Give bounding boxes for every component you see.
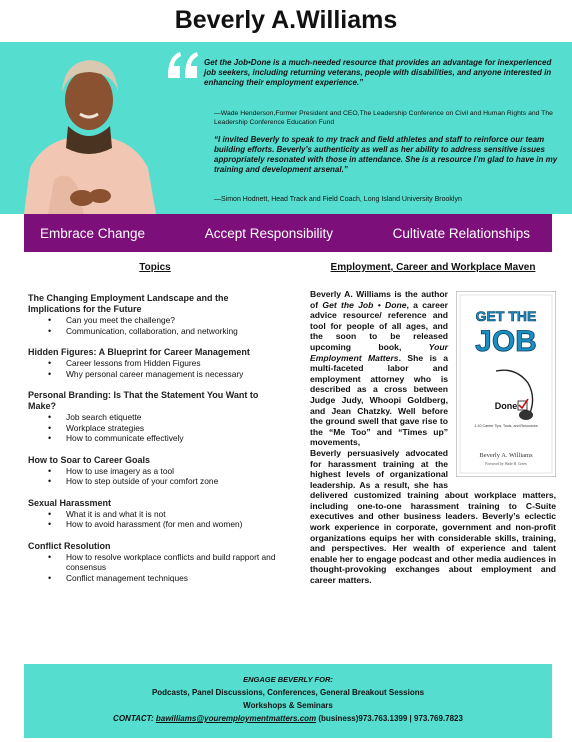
topic-section xyxy=(28,293,282,336)
footer-contact xyxy=(24,712,552,725)
topic-bullet: • Job search etiquette xyxy=(28,412,282,423)
bio-paragraph-2: Beverly persuasively advocated for harassment training at the highest levels of organizational leadership. As a result, she has delivered customized training about workplace matters, including one-to-one harassment training to C-Suite executives and other business leaders. Beverly’s eclectic work experience in corporate, government and non-profit organizations equips her with considerable skills, training, and perspectives. Her wealth of experience and talent enable her to engage podcast and other media audiences in thought-provoking exchanges about employment and career matters. xyxy=(310,447,556,586)
topic-section xyxy=(28,347,282,379)
topic-title: The Changing Employment Landscape and the Implications for the Future xyxy=(28,293,229,314)
book-subtitle: 1-10 Career Tips, Tools, and Resources xyxy=(474,424,538,428)
banner-item-embrace-change: Embrace Change xyxy=(40,225,146,241)
topic-bullet: • What it is and what it is not xyxy=(28,509,282,520)
topic-section xyxy=(28,455,282,487)
topic-section xyxy=(28,498,282,530)
book-cover xyxy=(456,291,556,477)
book-title: Get the Job • Done xyxy=(322,299,407,310)
topic-bullet: • Workplace strategies xyxy=(28,423,282,434)
book-title: Your Employment Matters xyxy=(310,341,448,363)
banner-item-cultivate-relationships: Cultivate Relationships xyxy=(392,225,530,241)
topic-bullet: • Career lessons from Hidden Figures xyxy=(28,358,282,369)
topic-bullet: • Communication, collaboration, and networking xyxy=(28,326,282,337)
book-title-mid: JOB xyxy=(475,325,537,358)
page-title: Beverly A.Williams xyxy=(174,6,398,34)
footer-band xyxy=(24,664,552,738)
book-author: Beverly A. Williams xyxy=(479,452,533,459)
testimonial-attribution-2: —Simon Hodnett, Head Track and Field Coach, Long Island University Brooklyn xyxy=(214,196,462,203)
footer-engage-heading: ENGAGE BEVERLY FOR: xyxy=(243,675,333,684)
bio-column xyxy=(310,262,556,586)
testimonial-attribution-1: —Wade Henderson,Former President and CEO,The Leadership Conference on Civil and Human Rights and The Leadership Conference Education Fund xyxy=(214,110,553,126)
bio-heading: Employment, Career and Workplace Maven xyxy=(330,262,536,273)
topic-title: Hidden Figures: A Blueprint for Career Management xyxy=(28,347,250,357)
topic-title: Sexual Harassment xyxy=(28,497,112,508)
book-title-top: GET THE xyxy=(475,308,537,324)
bio-text: . She is a multi-faceted labor and employment attorney who is described as a cross between Judge Judy, Whoopi Goldberg, and Jean Chatzky. Well before the ground swell that gave rise to the “Me Too” and “Times up” movements, xyxy=(310,352,448,448)
title-bar xyxy=(0,0,572,42)
contact-label: CONTACT: xyxy=(113,714,156,723)
topics-column xyxy=(28,262,282,594)
testimonial-quote-2: “I invited Beverly to speak to my track and field athletes and staff to reinforce our team building efforts. Beverly’s authenticity as well as her ability to address sensitive issues appropriately resonated with those in attendance. She is a resource I’m glad to have in my training and development arsenal.” xyxy=(214,135,558,174)
topic-bullet: • How to step outside of your comfort zone xyxy=(28,476,282,487)
footer-services: Podcasts, Panel Discussions, Conferences, General Breakout Sessions xyxy=(151,688,425,697)
topic-section xyxy=(28,390,282,444)
topic-bullet: • Can you meet the challenge? xyxy=(28,315,282,326)
topic-bullet: • How to resolve workplace conflicts and build rapport and consensus xyxy=(28,552,282,573)
book-foreword: Foreword by Wade H. Green xyxy=(485,462,527,466)
topic-bullet: • How to avoid harassment (for men and women) xyxy=(28,519,282,530)
book-done: Done xyxy=(494,401,518,411)
portrait-photo xyxy=(18,48,160,214)
topic-bullet: • How to communicate effectively xyxy=(28,433,282,444)
topic-bullet: • Conflict management techniques xyxy=(28,573,282,584)
topic-bullet: • Why personal career management is necessary xyxy=(28,369,282,380)
quote-icon xyxy=(166,50,200,80)
topic-title: How to Soar to Career Goals xyxy=(28,454,151,465)
testimonial-quote-1: Get the Job•Done is a much-needed resource that provides an advantage for inexperienced job seekers, including returning veterans, people with disabilities, and anyone interested in enhancing their employment experience.” xyxy=(204,58,552,87)
topic-bullet: • How to use imagery as a tool xyxy=(28,466,282,477)
bio-text: , a career advice resource/ reference and tool for people of all ages, and the soon to be released upcoming book, xyxy=(310,299,449,352)
contact-email-link[interactable]: bawilliams@youremploymentmatters.com xyxy=(155,714,317,723)
footer-workshops: Workshops & Seminars xyxy=(243,701,333,710)
banner-item-accept-responsibility: Accept Responsibility xyxy=(204,225,334,241)
topic-title: Conflict Resolution xyxy=(28,540,111,551)
bio-text: Beverly A. Williams is the author of xyxy=(310,289,448,310)
topic-section xyxy=(28,541,282,584)
topics-heading: Topics xyxy=(139,262,171,273)
values-banner xyxy=(24,214,552,252)
topic-title: Personal Branding: Is That the Statement You Want to Make? xyxy=(28,390,259,411)
contact-phones: (business)973.763.1399 | 973.769.7823 xyxy=(316,714,463,723)
